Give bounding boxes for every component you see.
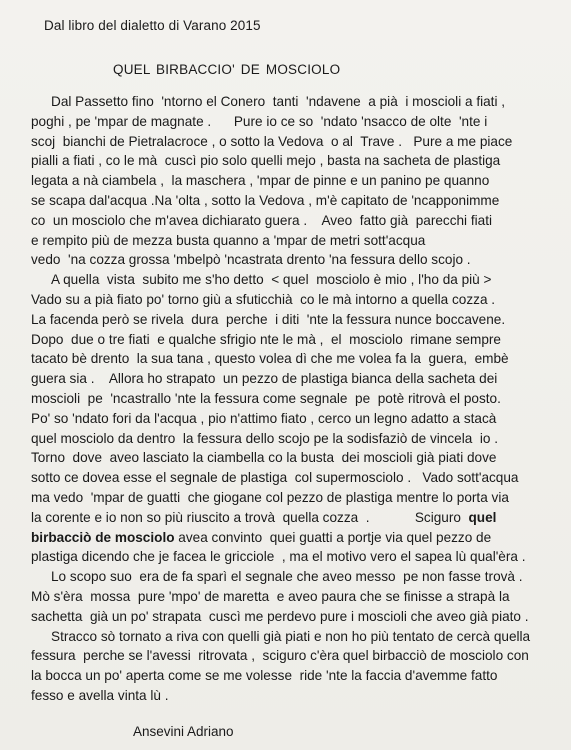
text-line: Dopo due o tre fiati e qualche sfrigio nte le mà , el mosciolo rimane sempre	[31, 331, 501, 347]
text-line: e rempito più de mezza busta quanno a 'mpar de metri sott'acqua	[31, 232, 426, 248]
text-line: sachetta già un po' strapata cuscì me perdevo pure i moscioli che aveo già piato .	[31, 608, 529, 624]
text-line: ma vedo 'mpar de guatti che giogane col pezzo de plastiga mentre lo porta via	[31, 490, 509, 505]
text-line: poghi , pe 'mpar de magnate . Pure io ce so 'ndato 'nsacco de olte 'nte i	[31, 113, 488, 129]
text-line: fessura perche se l'avessi ritrovata , sciguro c'èra quel birbacciò de mosciolo con	[31, 648, 529, 664]
text-line: se scapa dal'acqua .Na 'olta , sotto la Vedova , m'è capitato de 'ncapponimme	[31, 193, 500, 208]
poem-title: QUEL BIRBACCIO' DE MOSCIOLO	[113, 62, 341, 77]
text-line: vedo 'na cozza grossa 'mbelpò 'ncastrata drento 'na fessura dello scojo .	[31, 252, 471, 268]
text-line: sotto ce dovea esse el segnale de plastiga col supermosciolo . Vado sott'acqua	[31, 470, 519, 486]
text-line: La facenda però se rivela dura perche i diti 'nte la fessura nunce boccavene.	[31, 311, 506, 327]
text-line: Mò s'èra mossa pure 'mpo' de maretta e aveo paura che se finisse a strapà la	[31, 589, 510, 604]
text-line: moscioli pe 'ncastrallo 'nte la fessura come segnale pe potè ritrovà el posto.	[31, 391, 501, 406]
author-signature: Ansevini Adriano	[133, 724, 234, 739]
book-header: Dal libro del dialetto di Varano 2015	[44, 18, 261, 33]
text-line: Vado su a pià fiato po' torno giù a sfuticchià co le mà intorno a quella cozza .	[31, 292, 496, 307]
text-line: scoj bianchi de Pietralacroce , o sotto la Vedova o al Trave . Pure a me piace	[31, 133, 513, 149]
text-line	[31, 510, 496, 526]
text-line: A quella vista subito me s'ho detto < quel mosciolo è mio , l'ho da più >	[51, 272, 492, 288]
text-line: Lo scopo suo era de fa sparì el segnale che aveo messo pe non fasse trovà .	[51, 569, 523, 585]
text-line	[31, 530, 491, 546]
text-line: fesso e avella vinta lù .	[31, 688, 169, 703]
text-line: Po' so 'ndato fori da l'acqua , pio n'attimo fiato , cerco un legno adatto a stacà	[31, 410, 497, 426]
text-line: quel mosciolo da dentro la fessura dello scojo pe la sodisfaziò de vincela io .	[31, 430, 498, 446]
text-line: legata a nà ciambela , la maschera , 'mpar de pinne e un panino pe quanno	[31, 173, 490, 189]
text-line: Torno dove aveo lasciato la ciambella co la busta dei moscioli già piati dove	[31, 450, 497, 466]
text-line: Stracco sò tornato a riva con quelli già piati e non ho più tentato de cercà quella	[51, 628, 531, 644]
text-line: plastiga dicendo che je facea le gricciole , ma el motivo vero el sapea lù qual'èra .	[31, 549, 526, 565]
text-line: guera sia . Allora ho strapato un pezzo de plastiga bianca della sacheta dei	[31, 371, 498, 387]
text-line: tacato bè drento la sua tana , questo volea dì che me volea fa la guera, embè	[31, 351, 509, 367]
text-segment: la corente e io non so più riuscito a trovà quella cozza . Sciguro	[31, 509, 469, 525]
text-segment: avea convinto quei guatti a portje via quel pezzo de	[174, 529, 492, 545]
text-line: pialli a fiati , co le mà cuscì pio solo quelli mejo , basta na sacheta de plastiga	[31, 153, 501, 169]
bold-text-segment: birbacciò de mosciolo	[31, 529, 175, 545]
text-line: la bocca un po' aperta come se me volesse ride 'nte la faccia d'avemme fatto	[31, 668, 498, 684]
bold-text-segment: quel	[468, 509, 497, 525]
text-line: Dal Passetto fino 'ntorno el Conero tanti 'ndavene a pià i moscioli a fiati ,	[51, 94, 506, 109]
text-line: co un mosciolo che m'avea dichiarato guera . Aveo fatto già parecchi fiati	[31, 212, 493, 228]
